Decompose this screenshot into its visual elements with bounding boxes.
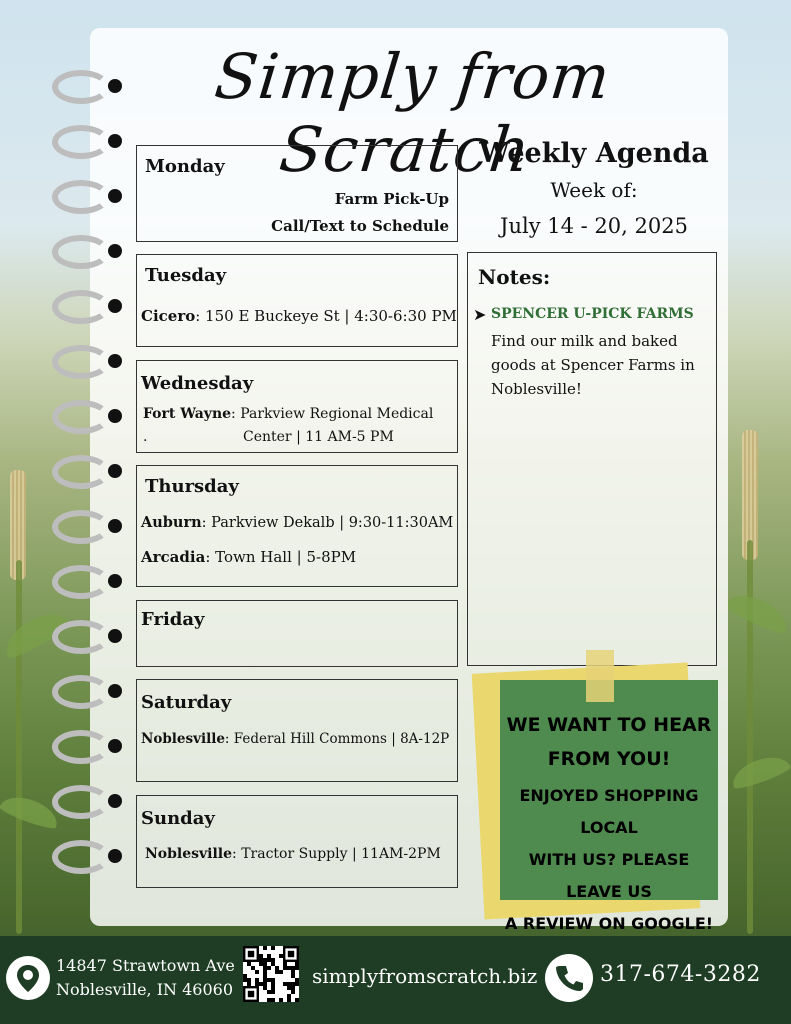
day-name: Monday xyxy=(145,156,225,177)
location-detail: : Parkview Dekalb | 9:30-11:30AM xyxy=(201,515,454,531)
wednesday-dot: . xyxy=(143,429,148,445)
location-detail: : Parkview Regional Medical xyxy=(231,406,434,422)
ring-arc xyxy=(52,290,110,324)
ring-hole xyxy=(108,574,122,588)
website-link[interactable]: simplyfromscratch.biz xyxy=(312,964,538,988)
spiral-ring xyxy=(52,565,122,605)
location-name: Noblesville xyxy=(141,731,225,747)
callout-headline-2: FROM YOU! xyxy=(547,748,671,770)
ring-arc xyxy=(52,675,110,709)
ring-arc xyxy=(52,840,110,874)
day-name: Friday xyxy=(141,609,205,630)
ring-arc xyxy=(52,345,110,379)
ring-arc xyxy=(52,565,110,599)
ring-arc xyxy=(52,785,110,819)
ring-arc xyxy=(52,620,110,654)
sunday-line-1 xyxy=(145,846,441,862)
ring-arc xyxy=(52,180,110,214)
monday-line-1: Farm Pick-Up xyxy=(334,190,449,208)
location-name: Auburn xyxy=(141,514,202,531)
spiral-ring xyxy=(52,455,122,495)
spiral-ring xyxy=(52,730,122,770)
spiral-ring xyxy=(52,510,122,550)
ring-hole xyxy=(108,794,122,808)
day-name: Sunday xyxy=(141,808,215,829)
footer-address xyxy=(56,954,235,1002)
callout-headline-1: WE WANT TO HEAR xyxy=(506,714,712,736)
corn-leaf xyxy=(723,587,791,637)
location-name: Arcadia xyxy=(141,548,206,566)
thursday-line-2 xyxy=(141,548,356,566)
spiral-ring xyxy=(52,125,122,165)
spiral-ring xyxy=(52,785,122,825)
page-title: Simply from Scratch xyxy=(211,40,615,186)
spiral-ring xyxy=(52,290,122,330)
corn-leaf xyxy=(728,750,791,791)
ring-hole xyxy=(108,464,122,478)
ring-hole xyxy=(108,409,122,423)
qr-code-icon[interactable] xyxy=(243,946,299,1002)
location-name: Fort Wayne xyxy=(143,406,232,422)
address-line-1: 14847 Strawtown Ave xyxy=(56,956,235,975)
ring-hole xyxy=(108,629,122,643)
callout-line-2: WITH US? PLEASE LEAVE US xyxy=(528,850,690,901)
location-detail: : Town Hall | 5-8PM xyxy=(205,548,357,566)
day-name: Thursday xyxy=(145,476,239,497)
ring-hole xyxy=(108,244,122,258)
week-dates: July 14 - 20, 2025 xyxy=(500,214,688,238)
ring-arc xyxy=(52,730,110,764)
callout-line-3: A REVIEW ON GOOGLE! xyxy=(504,914,714,933)
callout-line-1: ENJOYED SHOPPING LOCAL xyxy=(519,786,699,837)
week-of-label: Week of: xyxy=(550,178,638,202)
notes-title: Notes: xyxy=(478,265,551,289)
thursday-line-1 xyxy=(141,514,453,531)
wednesday-line-1 xyxy=(143,406,433,422)
ring-arc xyxy=(52,125,110,159)
ring-arc xyxy=(52,510,110,544)
ring-arc xyxy=(52,455,110,489)
ring-arc xyxy=(52,235,110,269)
location-detail: : 150 E Buckeye St | 4:30-6:30 PM xyxy=(195,307,457,325)
day-name: Tuesday xyxy=(145,265,227,286)
spiral-ring xyxy=(52,345,122,385)
location-name: Cicero xyxy=(141,307,196,325)
day-box-tuesday xyxy=(136,254,458,347)
ring-hole xyxy=(108,189,122,203)
ring-arc xyxy=(52,70,110,104)
ring-hole xyxy=(108,299,122,313)
ring-arc xyxy=(52,400,110,434)
phone-icon xyxy=(545,954,593,1002)
spiral-ring xyxy=(52,400,122,440)
ring-hole xyxy=(108,134,122,148)
tape-strip xyxy=(586,650,614,702)
tuesday-line-1 xyxy=(141,307,457,325)
corn-stalk xyxy=(16,560,22,934)
phone-number[interactable]: 317-674-3282 xyxy=(600,962,761,987)
monday-line-2: Call/Text to Schedule xyxy=(271,217,449,235)
location-detail: : Federal Hill Commons | 8A-12P xyxy=(224,731,450,747)
day-box-sunday xyxy=(136,795,458,888)
ring-hole xyxy=(108,354,122,368)
day-box-saturday xyxy=(136,679,458,782)
ring-hole xyxy=(108,849,122,863)
saturday-line-1 xyxy=(141,731,449,747)
spiral-ring xyxy=(52,235,122,275)
spiral-ring xyxy=(52,675,122,715)
day-box-friday xyxy=(136,600,458,667)
day-name: Saturday xyxy=(141,692,232,713)
agenda-title: Weekly Agenda xyxy=(479,138,709,169)
spiral-ring xyxy=(52,620,122,660)
day-box-wednesday xyxy=(136,360,458,453)
wednesday-line-2: Center | 11 AM-5 PM xyxy=(243,429,394,445)
address-line-2: Noblesville, IN 46060 xyxy=(56,980,234,999)
notes-box xyxy=(467,252,717,666)
ring-hole xyxy=(108,739,122,753)
day-box-thursday xyxy=(136,465,458,587)
notes-body: Find our milk and baked goods at Spencer Farms in Noblesville! xyxy=(491,332,695,398)
review-callout xyxy=(500,708,718,940)
spiral-ring xyxy=(52,180,122,220)
day-name: Wednesday xyxy=(141,373,254,394)
location-detail: : Tractor Supply | 11AM-2PM xyxy=(232,846,441,862)
notes-heading: SPENCER U-PICK FARMS xyxy=(491,306,694,322)
spiral-ring xyxy=(52,70,122,110)
location-name: Noblesville xyxy=(145,846,233,862)
arrow-right-icon: ➤ xyxy=(473,305,487,324)
location-pin-icon xyxy=(6,956,50,1000)
ring-hole xyxy=(108,684,122,698)
ring-hole xyxy=(108,79,122,93)
day-box-monday xyxy=(136,145,458,242)
spiral-ring xyxy=(52,840,122,880)
ring-hole xyxy=(108,519,122,533)
